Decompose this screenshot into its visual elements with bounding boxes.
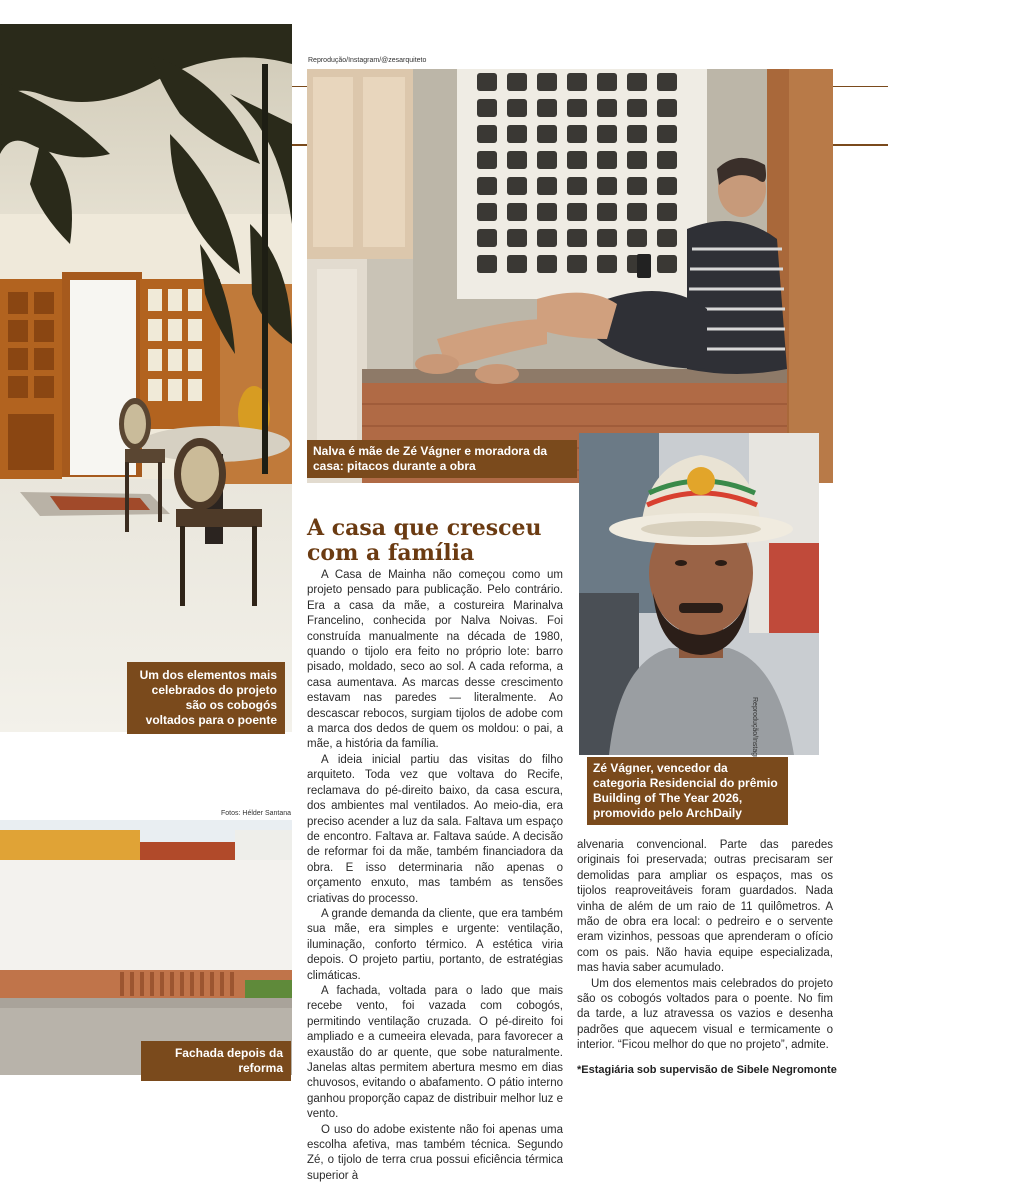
paragraph: A fachada, voltada para o lado que mais recebe vento, foi vazada com cobogós, permitindo ventilação cruzada. O pé-direito foi ampliado e a cumeeira elevada, para favorecer a exaustão do ar quente, que sobe naturalmente. Janelas altas permitem abertura mesmo em dias chuvosos, evitando o abafamento. O pátio interno ganhou proporção capaz de distribuir melhor luz e vento. bbox=[307, 984, 563, 1121]
interior-caption: Um dos elementos mais celebrados do projeto são os cobogós voltados para o poente bbox=[127, 662, 285, 734]
mother-photo bbox=[307, 69, 833, 483]
facade-photo bbox=[0, 820, 292, 1075]
paragraph: A grande demanda da cliente, que era também sua mãe, era simples e urgente: ventilação, iluminação, conforto térmico. A estética viria depois. O projeto partiu, portanto, de estratégias climáticas. bbox=[307, 907, 563, 982]
paragraph: A Casa de Mainha não começou como um projeto pensado para publicação. Pelo contrário. Era a casa da mãe, a costureira Marinalva Francelino, conhecida por Nalva Noivas. Foi construída manualmente na década de 1980, quando o tijolo era feito no próprio lote: barro pisado, moldado, seco ao sol. A cada reforma, a casa aumentava. As marcas desse crescimento estavam nas paredes — literalmente. Ao descascar rebocos, surgiam tijolos de adobe com a marca dos dedos de quem os moldou: o pai, a mãe, a história da família. bbox=[307, 569, 563, 751]
author-note: *Estagiária sob supervisão de Sibele Negromonte bbox=[577, 1064, 837, 1076]
paragraph: Um dos elementos mais celebrados do projeto são os cobogós voltados para o poente. No fim da tarde, a luz atravessa os vazios e desenha padrões que aquecem visual e termicamente o interior. “Ficou melhor do que no projeto”, admite. bbox=[577, 977, 833, 1052]
paragraph: O uso do adobe existente não foi apenas uma escolha afetiva, mas também técnica. Segundo Zé, o tijolo de terra crua possui eficiência térmica superior à bbox=[307, 1123, 563, 1182]
paragraph: alvenaria convencional. Parte das paredes originais foi preservada; outras precisaram ser demolidas para ampliar os espaços, mas os tijolos reaproveitáveis foram guardados. Nada vinha de além de um raio de 11 quilômetros. A mão de obra era local: o pedreiro e o servente eram vizinhos, pessoas que aprenderam o ofício com os pais. Não havia equipe especializada, mas havia saber acumulado. bbox=[577, 839, 833, 975]
mother-caption: Nalva é mãe de Zé Vágner e moradora da casa: pitacos durante a obra bbox=[307, 440, 577, 478]
facade-photo-credit: Fotos: Hélder Santana bbox=[221, 810, 292, 817]
article-column-2 bbox=[577, 838, 833, 1054]
architect-caption: Zé Vágner, vencedor da categoria Residencial do prêmio Building of The Year 2026, promovido pelo ArchDaily bbox=[587, 757, 788, 825]
paragraph: A ideia inicial partiu das visitas do filho arquiteto. Toda vez que voltava do Recife, reclamava do pé-direito baixo, da casa escura, dos ambientes mal ventilados. Ao meio-dia, era preciso acender a luz da sala. Faltava um espaço de encontro. Faltava ar. Faltava saúde. A decisão de reformar foi da mãe, também financiadora da obra. E isso determinaria não apenas o orçamento enxuto, mas também as tensões criativas do processo. bbox=[307, 753, 563, 905]
mother-photo-credit: Reprodução/Instagram/@zesarquiteto bbox=[308, 57, 427, 64]
architect-photo bbox=[579, 433, 819, 755]
headline-line-1: A casa que cresceu bbox=[307, 515, 542, 541]
article-column-1 bbox=[307, 568, 563, 1184]
top-rule-right bbox=[833, 86, 888, 87]
facade-caption: Fachada depois da reforma bbox=[141, 1041, 291, 1081]
interior-photo bbox=[0, 24, 292, 732]
headline-line-2: com a família bbox=[307, 540, 475, 566]
top-rule-right-2 bbox=[833, 144, 888, 146]
headline bbox=[307, 516, 577, 566]
